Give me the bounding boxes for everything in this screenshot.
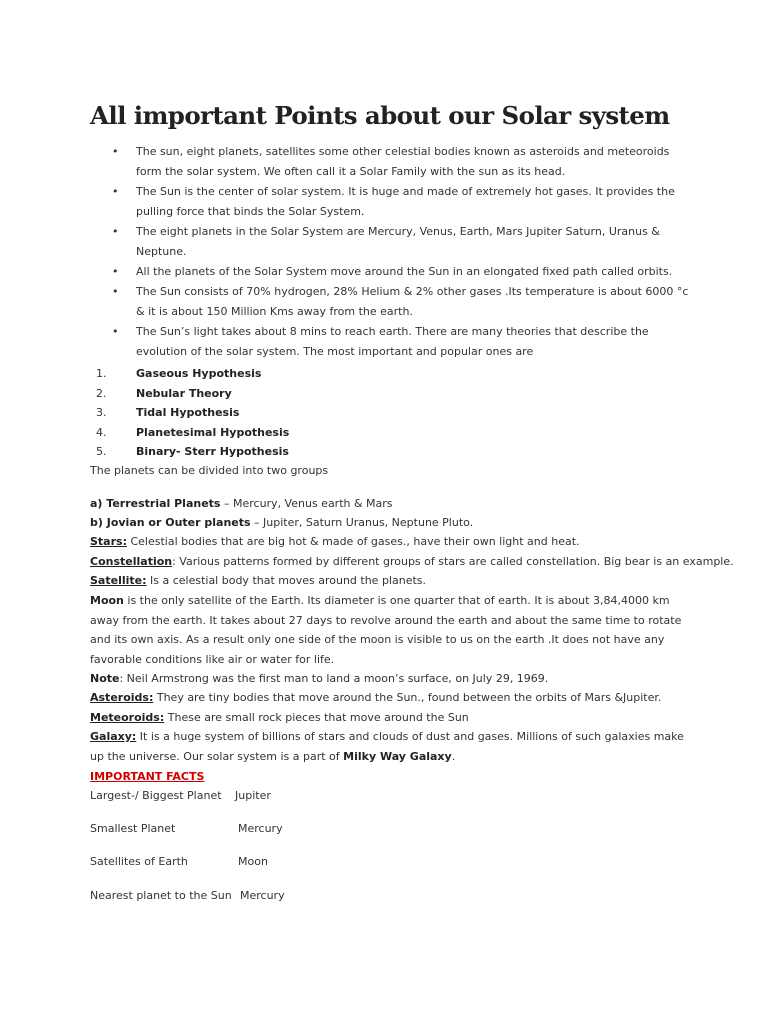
page-title: All important Points about our Solar system [90,101,670,130]
fact-label: Largest-/ Biggest Planet [90,789,222,802]
list-item: • The Sun is the center of solar system. It is huge and made of extremely hot gases. It provides the pulling force that binds the Solar System. [90,182,690,222]
bullet-icon: • [112,225,119,238]
fact-label: Smallest Planet [90,822,176,835]
definition-stars: Stars: Celestial bodies that are big hot & made of gases., have their own light and heat. [90,535,580,548]
fact-value: Mercury [238,822,283,835]
fact-value: Jupiter [235,789,271,802]
groups-intro: The planets can be divided into two groups [90,464,329,477]
list-item: • All the planets of the Solar System move around the Sun in an elongated fixed path called orbits. [90,262,690,282]
list-item: • The eight planets in the Solar System are Mercury, Venus, Earth, Mars Jupiter Saturn, Uranus & Neptune. [90,222,690,262]
bullet-icon: • [112,265,119,278]
theory-item: 2. Nebular Theory [96,386,232,400]
definition-moon: Moon is the only satellite of the Earth. Its diameter is one quarter that of earth. It is about 3,84,4000 km away from the earth. It takes about 27 days to revolve around the earth and about the same time to rotate and its own axis. As a result only one side of the moon is visible to us on the earth .It does not have any favorable conditions like air or water for life. [90,594,682,666]
bullet-icon: • [112,285,119,298]
theory-list [90,364,289,462]
definition-note: Note: Neil Armstrong was the first man to land a moon’s surface, on July 29, 1969. [90,672,549,685]
group-terrestrial: a) Terrestrial Planets – Mercury, Venus earth & Mars [90,497,393,510]
list-item: • The sun, eight planets, satellites some other celestial bodies known as asteroids and meteoroids form the solar system. We often call it a Solar Family with the sun as its head. [90,142,690,182]
theory-item: 1. Gaseous Hypothesis [96,367,262,380]
list-item: • The Sun consists of 70% hydrogen, 28% Helium & 2% other gases .Its temperature is about 6000 °c & it is about 150 Million Kms away from the earth. [90,282,690,322]
theory-item: 3. Tidal Hypothesis [96,406,240,419]
fact-row [90,886,232,906]
fact-label: Nearest planet to the Sun [90,889,232,902]
fact-value: Moon [238,855,268,868]
bullet-icon: • [112,185,119,198]
list-item: • The Sun’s light takes about 8 mins to reach earth. There are many theories that describe the evolution of the solar system. The most important and popular ones are [90,322,690,362]
fact-row [90,852,188,872]
bullet-icon: • [112,325,119,338]
theory-item: 4. Planetesimal Hypothesis [96,425,290,439]
bullet-list [90,142,690,362]
theory-item: 5. Binary- Sterr Hypothesis [96,445,289,458]
fact-value: Mercury [240,889,285,902]
definition-constellation: Constellation: Various patterns formed by different groups of stars are called constellation. Big bear is an example. [90,555,734,568]
fact-row [90,786,222,806]
group-jovian: b) Jovian or Outer planets – Jupiter, Saturn Uranus, Neptune Pluto. [90,516,474,529]
bullet-icon: • [112,145,119,158]
definition-asteroids: Asteroids: They are tiny bodies that move around the Sun., found between the orbits of Mars &Jupiter. [90,691,662,704]
definition-satellite: Satellite: Is a celestial body that moves around the planets. [90,574,427,587]
facts-heading: IMPORTANT FACTS [90,770,205,783]
fact-label: Satellites of Earth [90,855,188,868]
definition-meteoroids: Meteoroids: These are small rock pieces that move around the Sun [90,711,469,724]
definition-galaxy: Galaxy: It is a huge system of billions of stars and clouds of dust and gases. Millions of such galaxies make up the universe. Our solar system is a part of Milky Way Galaxy. [90,730,684,763]
fact-row [90,819,175,839]
